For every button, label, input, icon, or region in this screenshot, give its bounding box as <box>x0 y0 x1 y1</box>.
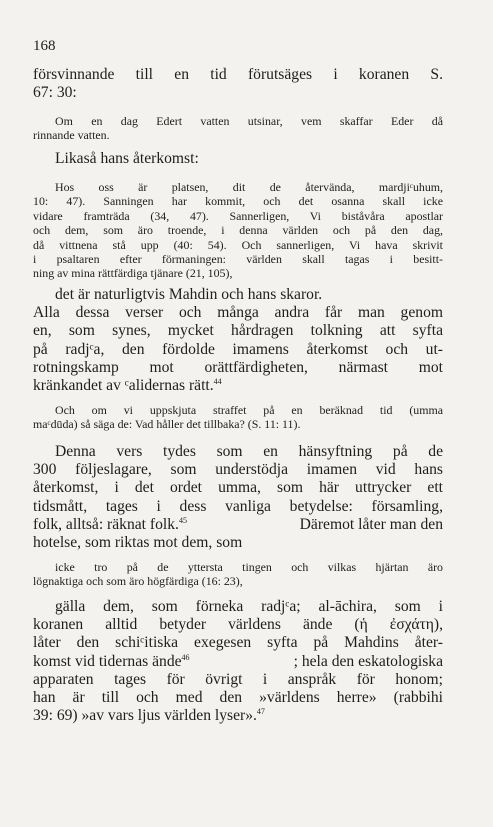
paragraph-mahdi: det är naturligtvis Mahdin och hans skaror. Alla dessa verser och många andra får man genom en, som synes, mycket hårdragen tolkning att syfta på radjᶜa, den fördolde imamens återkomst och ut- rotningskamp mot orättfärdigheten, närmast mot kränkandet av ᶜalidernas rätt.$^{44}$ <box>33 286 443 395</box>
quote-hearts: icke tro på de yttersta tingen och vilkas hjärtan äro lögnaktiga och som äro högfärdiga (16: 23), <box>33 560 443 589</box>
footnote-ref-47: 47 <box>256 707 265 717</box>
footnote-ref-44: 44 <box>213 376 222 386</box>
quote-umma: Och om vi uppskjuta straffet på en beräknad tid (umma maᶜdūda) så säga de: Vad håller det tillbaka? (S. 11: 11). <box>33 403 443 432</box>
paragraph-umma: Denna vers tydes som en hänsyftning på de 300 följeslagare, som understödja imamen vid hans återkomst, i det ordet umma, som här uttrycker ett tidsmått, tages i dess vanliga betydelse: församling, folk, alltså: räknat folk.$^{45}$ Däremot låter man den hotelse, som riktas mot dem, som <box>33 443 443 552</box>
paragraph-eschatology: gälla dem, som förneka radjᶜa; al-āchira, som i koranen alltid betyder världens ände (ἡ ἐσχάτη), låter den schiᶜitiska exegesen syfta på Mahdins åter- komst vid tidernas ände$^{46}$ ; hela den eskatologiska apparaten tages för övrigt i anspråk för honom; han är till och med den »världens herre» (rabbihi 39: 69) »av vars ljus världen lyser».$^{47}$ <box>33 598 443 725</box>
line-with-footnote-47: 39: 69) »av vars ljus världen lyser».$^{47}$ <box>33 707 265 725</box>
paragraph-intro: försvinnande till en tid förutsäges i koranen S. 67: 30: <box>33 66 443 102</box>
line-with-footnote-46: komst vid tidernas ände$^{46}$ ; hela den eskatologiska <box>33 652 443 670</box>
line-with-footnote-44: kränkandet av ᶜalidernas rätt.$^{44}$ <box>33 376 222 395</box>
footnote-ref-46: 46 <box>181 652 190 662</box>
heading-return: Likaså hans återkomst: <box>55 150 199 167</box>
quote-water: Om en dag Edert vatten utsinar, vem skaffar Eder då rinnande vatten. <box>33 114 443 143</box>
quote-return: Hos oss är platsen, dit de återvända, mardjiᶜuhum, 10: 47). Sanningen har kommit, och det osanna skall icke vidare framträda (34, 47). Sannerligen, Vi biståvåra apostlar och dem, som äro troende, i denna världen och på den dag, då vittnena stå upp (40: 54). Och sannerligen, Vi hava skrivit i psaltaren efter förmaningen: världen skall tagas i besitt- ning av mina rättfärdiga tjänare (21, 105), <box>33 180 443 281</box>
page-number: 168 <box>33 38 56 54</box>
footnote-ref-45: 45 <box>178 515 187 525</box>
line-with-footnote-45: folk, alltså: räknat folk.$^{45}$ Däremot låter man den <box>33 515 443 533</box>
